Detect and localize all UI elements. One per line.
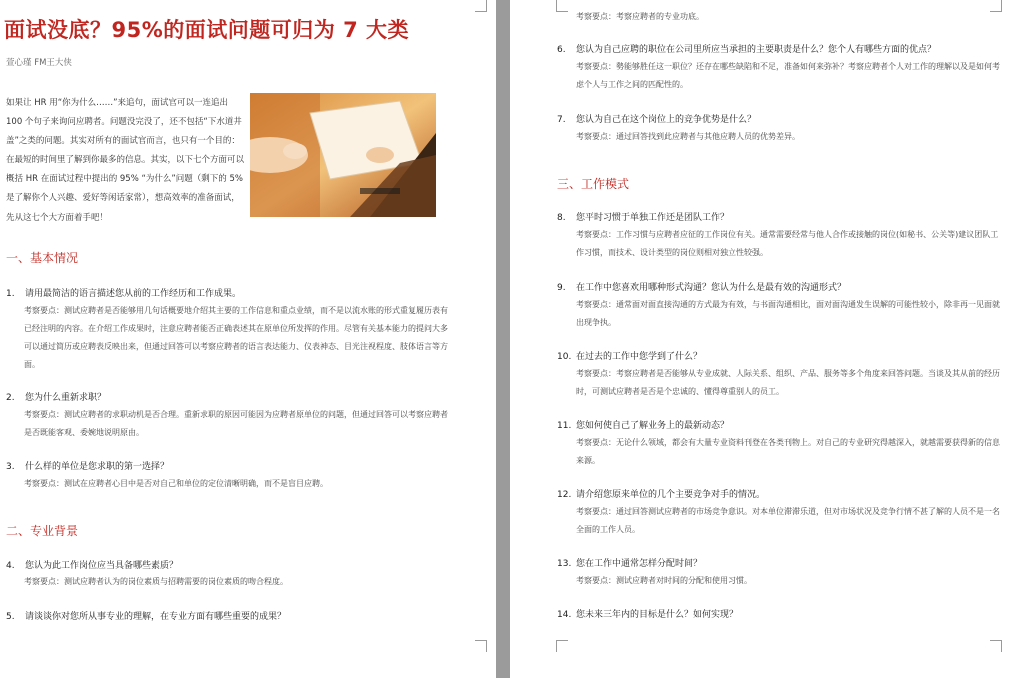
answer-11: 考察要点：无论什么领域，都会有大量专业资料刊登在各类刊物上。对自己的专业研究得越深入，就越需要获得新的信息来源。 [576,438,1000,465]
answer-8: 考察要点：工作习惯与应聘者应征的工作岗位有关。通常需要经常与他人合作或接触的岗位(如秘书、公关等)建议团队工作习惯，而技术、设计类型的岗位则相对独立性较强。 [576,230,999,257]
question-11: 11. 您如何使自己了解业务上的最新动态？ [557,421,730,431]
answer-5: 考察要点：考察应聘者的专业功底。 [576,12,704,21]
question-5: 5. 请谈谈你对您所从事专业的理解，在专业方面有哪些重要的成果？ [6,612,287,622]
question-14: 14. 您未来三年内的目标是什么？如何实现？ [557,610,739,620]
page-corner-mark [475,0,487,12]
article-title: 面试没底？95%的面试问题可归为 7 大类 [4,18,409,42]
question-13: 13. 您在工作中通常怎样分配时间？ [557,559,703,569]
question-4: 4. 您认为此工作岗位应当具备哪些素质？ [6,561,179,571]
question-2: 2. 您为什么重新求职？ [6,393,107,403]
answer-13: 考察要点：测试应聘者对时间的分配和使用习惯。 [576,576,752,585]
answer-1: 考察要点：测试应聘者是否能够用几句话概要地介绍其主要的工作信息和重点业绩，而不是以流水账的形式重复履历表有已经注明的内容。在介绍工作成果时，注意应聘者能否正确表述其在原单位所发挥的作用。尽管有关基本能力的提问大多可以通过简历或应聘表反映出来，但通过回答可以考察应聘者的语言表达能力、仪表神态、目光注视程度、肢体语言等方面。 [24,306,448,369]
answer-10: 考察要点：考察应聘者是否能够从专业成就、人际关系、组织、产品、服务等多个角度来回答问题。当谈及其从前的经历时，可测试应聘者是否是个忠诚的、懂得尊重别人的员工。 [576,369,1000,396]
document-page-2 [510,0,1012,678]
question-10: 10. 在过去的工作中您学到了什么？ [557,352,703,362]
answer-2: 考察要点：测试应聘者的求职动机是否合理。重新求职的原因可能因为应聘者原单位的问题，但通过回答可以考察应聘者是否既能客观、委婉地说明原由。 [24,410,448,437]
article-author: 萱心瑾 FM王大侠 [6,58,72,68]
question-1: 1. 请用最简洁的语言描述您从前的工作经历和工作成果。 [6,289,242,299]
page-corner-mark [990,640,1002,652]
interview-photo [250,93,436,217]
section-heading: 一、基本情况 [6,251,79,265]
question-12: 12. 请介绍您原来单位的几个主要竞争对手的情况。 [557,490,766,500]
answer-4: 考察要点：测试应聘者认为的岗位素质与招聘需要的岗位素质的吻合程度。 [24,577,288,586]
answer-3: 考察要点：测试在应聘者心目中是否对自己和单位的定位清晰明确，而不是盲目应聘。 [24,479,328,488]
question-9: 9. 在工作中您喜欢用哪种形式沟通？您认为什么是最有效的沟通形式？ [557,283,847,293]
answer-12: 考察要点：通过回答测试应聘者的市场竞争意识。对本单位滞滞乐道，但对市场状况及竞争行情不甚了解的人员不是一名全面的工作人员。 [576,507,1000,534]
page-corner-mark [475,640,487,652]
intro-paragraph: 如果让 HR 用“你为什么……”来追句，面试官可以一连追出 100 个句子来询问应聘者。问题没完没了，还不包括“下水道井盖”之类的问题。其实对所有的面试官而言，也只有一个目的：在最短的时间里了解到你最多的信息。其实，以下七个方面可以概括 HR 在面试过程中提出的 95% “为什么”问题（剩下的 5%是了解你个人兴趣、爱好等闲话家常），想高效率的准备面试，先从这七个大方面着手吧！ [6,98,245,223]
question-6: 6. 您认为自己应聘的职位在公司里所应当承担的主要职责是什么？您个人有哪些方面的优点？ [557,45,937,55]
page-corner-mark [556,640,568,652]
section-heading: 三、工作模式 [557,177,630,191]
question-3: 3. 什么样的单位是您求职的第一选择？ [6,462,170,472]
question-7: 7. 您认为自己在这个岗位上的竞争优势是什么？ [557,115,757,125]
answer-9: 考察要点：通常面对面直接沟通的方式最为有效，与书面沟通相比，面对面沟通发生误解的可能性较小，除非再一见面就出现争执。 [576,300,1000,327]
question-8: 8. 您平时习惯于单独工作还是团队工作？ [557,213,730,223]
page-corner-mark [556,0,568,12]
answer-6: 考察要点：勢能够胜任这一职位？还存在哪些缺陷和不足，准备如何来弥补？考察应聘者个人对工作的理解以及是如何考虑个人与工作之间的匹配性的。 [576,62,1000,89]
answer-7: 考察要点：通过回答找到此应聘者与其他应聘人员的优势差异。 [576,132,800,141]
section-heading: 二、专业背景 [6,524,79,538]
document-page-1 [0,0,496,678]
